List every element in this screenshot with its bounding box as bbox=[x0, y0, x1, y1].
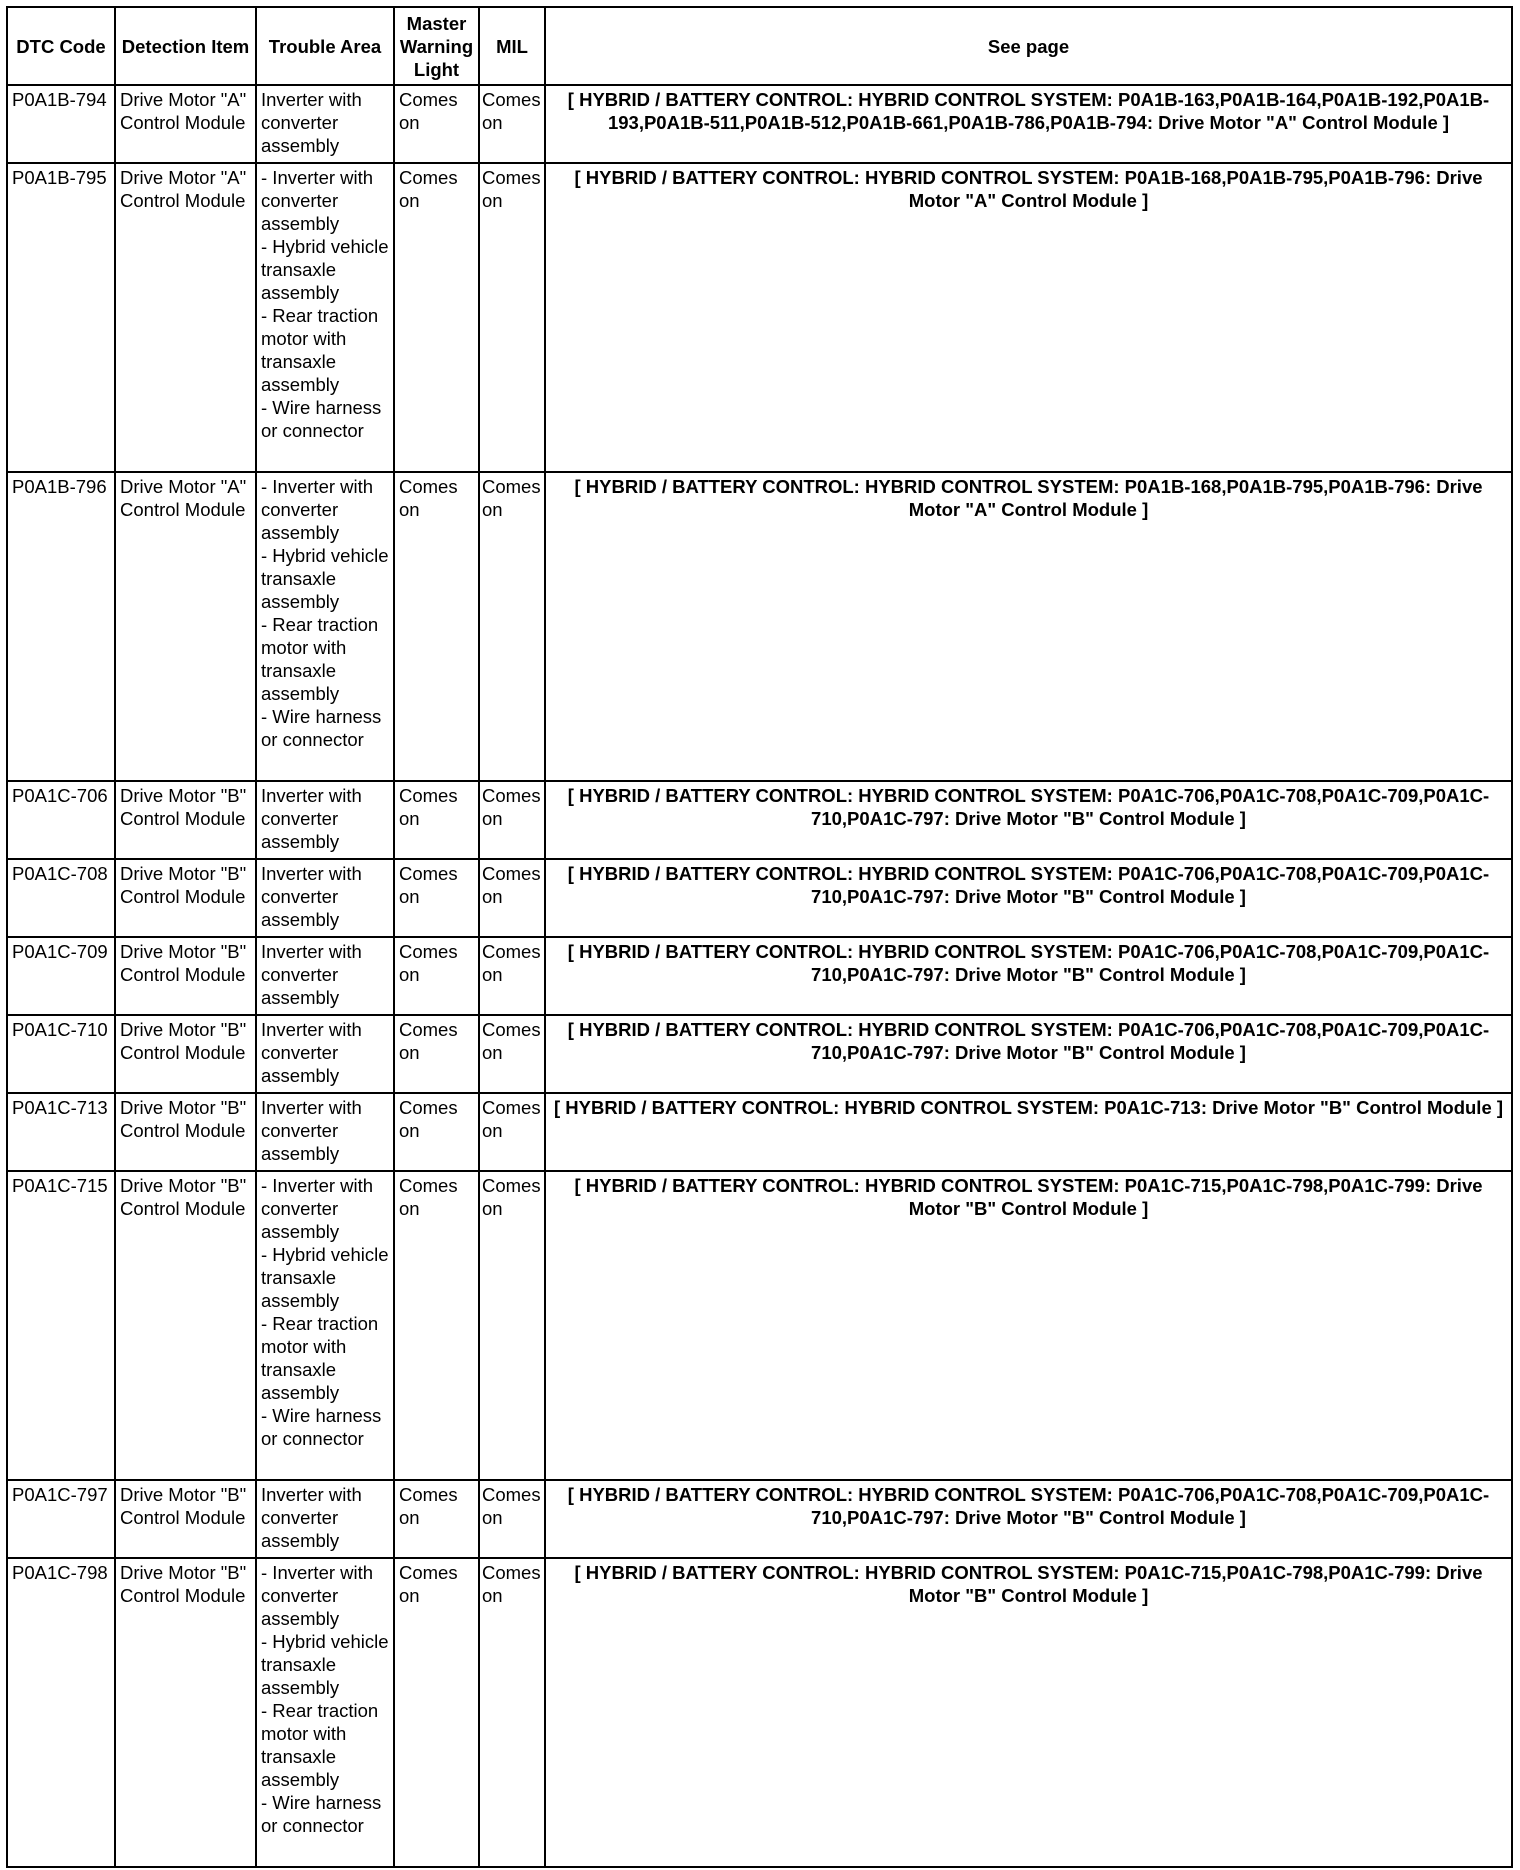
mil-cell: Comes on bbox=[479, 1480, 545, 1558]
see-page-link[interactable]: [ HYBRID / BATTERY CONTROL: HYBRID CONTROL SYSTEM: P0A1C-706,P0A1C-708,P0A1C-709,P0A1C-710,P0A1C-797: Drive Motor "B" Control Module ] bbox=[545, 781, 1512, 859]
detection-item-cell: Drive Motor "B" Control Module bbox=[115, 1480, 256, 1558]
detection-item-cell: Drive Motor "B" Control Module bbox=[115, 937, 256, 1015]
master-warning-light-cell: Comes on bbox=[394, 859, 479, 937]
see-page-link[interactable]: [ HYBRID / BATTERY CONTROL: HYBRID CONTROL SYSTEM: P0A1C-715,P0A1C-798,P0A1C-799: Drive Motor "B" Control Module ] bbox=[545, 1171, 1512, 1480]
trouble-area-cell: Inverter with converter assembly bbox=[256, 937, 394, 1015]
trouble-area-cell: Inverter with converter assembly bbox=[256, 781, 394, 859]
detection-item-cell: Drive Motor "A" Control Module bbox=[115, 472, 256, 781]
master-warning-light-cell: Comes on bbox=[394, 1093, 479, 1171]
see-page-link[interactable]: [ HYBRID / BATTERY CONTROL: HYBRID CONTROL SYSTEM: P0A1B-168,P0A1B-795,P0A1B-796: Drive Motor "A" Control Module ] bbox=[545, 472, 1512, 781]
table-row bbox=[7, 85, 1512, 163]
master-warning-light-cell: Comes on bbox=[394, 1171, 479, 1480]
mil-cell: Comes on bbox=[479, 472, 545, 781]
see-page-link[interactable]: [ HYBRID / BATTERY CONTROL: HYBRID CONTROL SYSTEM: P0A1B-163,P0A1B-164,P0A1B-192,P0A1B-193,P0A1B-511,P0A1B-512,P0A1B-661,P0A1B-786,P0A1B-794: Drive Motor "A" Control Module ] bbox=[545, 85, 1512, 163]
header-master-warning-light: Master Warning Light bbox=[394, 7, 479, 85]
header-see-page: See page bbox=[545, 7, 1512, 85]
dtc-code-cell: P0A1B-795 bbox=[7, 163, 115, 472]
mil-cell: Comes on bbox=[479, 859, 545, 937]
detection-item-cell: Drive Motor "A" Control Module bbox=[115, 163, 256, 472]
table-row bbox=[7, 1558, 1512, 1867]
dtc-code-cell: P0A1B-794 bbox=[7, 85, 115, 163]
master-warning-light-cell: Comes on bbox=[394, 781, 479, 859]
dtc-code-cell: P0A1C-713 bbox=[7, 1093, 115, 1171]
table-row bbox=[7, 937, 1512, 1015]
see-page-link[interactable]: [ HYBRID / BATTERY CONTROL: HYBRID CONTROL SYSTEM: P0A1C-706,P0A1C-708,P0A1C-709,P0A1C-710,P0A1C-797: Drive Motor "B" Control Module ] bbox=[545, 859, 1512, 937]
table-row bbox=[7, 1093, 1512, 1171]
dtc-code-cell: P0A1C-708 bbox=[7, 859, 115, 937]
table-header-row bbox=[7, 7, 1512, 85]
master-warning-light-cell: Comes on bbox=[394, 1015, 479, 1093]
trouble-area-cell: - Inverter with converter assembly - Hybrid vehicle transaxle assembly - Rear traction motor with transaxle assembly - Wire harness or connector bbox=[256, 1558, 394, 1867]
see-page-link[interactable]: [ HYBRID / BATTERY CONTROL: HYBRID CONTROL SYSTEM: P0A1C-713: Drive Motor "B" Control Module ] bbox=[545, 1093, 1512, 1171]
table-row bbox=[7, 1015, 1512, 1093]
table-row bbox=[7, 781, 1512, 859]
master-warning-light-cell: Comes on bbox=[394, 937, 479, 1015]
master-warning-light-cell: Comes on bbox=[394, 472, 479, 781]
master-warning-light-cell: Comes on bbox=[394, 1558, 479, 1867]
trouble-area-cell: Inverter with converter assembly bbox=[256, 1480, 394, 1558]
trouble-area-cell: Inverter with converter assembly bbox=[256, 859, 394, 937]
trouble-area-cell: - Inverter with converter assembly - Hybrid vehicle transaxle assembly - Rear traction motor with transaxle assembly - Wire harness or connector bbox=[256, 1171, 394, 1480]
mil-cell: Comes on bbox=[479, 781, 545, 859]
trouble-area-cell: - Inverter with converter assembly - Hybrid vehicle transaxle assembly - Rear traction motor with transaxle assembly - Wire harness or connector bbox=[256, 163, 394, 472]
dtc-code-cell: P0A1C-715 bbox=[7, 1171, 115, 1480]
see-page-link[interactable]: [ HYBRID / BATTERY CONTROL: HYBRID CONTROL SYSTEM: P0A1C-706,P0A1C-708,P0A1C-709,P0A1C-710,P0A1C-797: Drive Motor "B" Control Module ] bbox=[545, 1015, 1512, 1093]
detection-item-cell: Drive Motor "B" Control Module bbox=[115, 859, 256, 937]
mil-cell: Comes on bbox=[479, 1015, 545, 1093]
detection-item-cell: Drive Motor "B" Control Module bbox=[115, 1015, 256, 1093]
table-row bbox=[7, 163, 1512, 472]
table-row bbox=[7, 859, 1512, 937]
table-row bbox=[7, 472, 1512, 781]
detection-item-cell: Drive Motor "B" Control Module bbox=[115, 1093, 256, 1171]
mil-cell: Comes on bbox=[479, 1558, 545, 1867]
dtc-code-cell: P0A1C-710 bbox=[7, 1015, 115, 1093]
header-dtc-code: DTC Code bbox=[7, 7, 115, 85]
mil-cell: Comes on bbox=[479, 85, 545, 163]
dtc-table bbox=[6, 6, 1513, 1868]
header-trouble-area: Trouble Area bbox=[256, 7, 394, 85]
see-page-link[interactable]: [ HYBRID / BATTERY CONTROL: HYBRID CONTROL SYSTEM: P0A1C-715,P0A1C-798,P0A1C-799: Drive Motor "B" Control Module ] bbox=[545, 1558, 1512, 1867]
mil-cell: Comes on bbox=[479, 1093, 545, 1171]
header-detection-item: Detection Item bbox=[115, 7, 256, 85]
detection-item-cell: Drive Motor "B" Control Module bbox=[115, 1558, 256, 1867]
trouble-area-cell: Inverter with converter assembly bbox=[256, 1015, 394, 1093]
mil-cell: Comes on bbox=[479, 163, 545, 472]
trouble-area-cell: Inverter with converter assembly bbox=[256, 85, 394, 163]
dtc-code-cell: P0A1B-796 bbox=[7, 472, 115, 781]
detection-item-cell: Drive Motor "B" Control Module bbox=[115, 781, 256, 859]
master-warning-light-cell: Comes on bbox=[394, 1480, 479, 1558]
header-mil: MIL bbox=[479, 7, 545, 85]
see-page-link[interactable]: [ HYBRID / BATTERY CONTROL: HYBRID CONTROL SYSTEM: P0A1C-706,P0A1C-708,P0A1C-709,P0A1C-710,P0A1C-797: Drive Motor "B" Control Module ] bbox=[545, 937, 1512, 1015]
trouble-area-cell: - Inverter with converter assembly - Hybrid vehicle transaxle assembly - Rear traction motor with transaxle assembly - Wire harness or connector bbox=[256, 472, 394, 781]
detection-item-cell: Drive Motor "B" Control Module bbox=[115, 1171, 256, 1480]
dtc-code-cell: P0A1C-797 bbox=[7, 1480, 115, 1558]
mil-cell: Comes on bbox=[479, 937, 545, 1015]
mil-cell: Comes on bbox=[479, 1171, 545, 1480]
dtc-code-cell: P0A1C-706 bbox=[7, 781, 115, 859]
see-page-link[interactable]: [ HYBRID / BATTERY CONTROL: HYBRID CONTROL SYSTEM: P0A1C-706,P0A1C-708,P0A1C-709,P0A1C-710,P0A1C-797: Drive Motor "B" Control Module ] bbox=[545, 1480, 1512, 1558]
dtc-code-cell: P0A1C-709 bbox=[7, 937, 115, 1015]
trouble-area-cell: Inverter with converter assembly bbox=[256, 1093, 394, 1171]
see-page-link[interactable]: [ HYBRID / BATTERY CONTROL: HYBRID CONTROL SYSTEM: P0A1B-168,P0A1B-795,P0A1B-796: Drive Motor "A" Control Module ] bbox=[545, 163, 1512, 472]
table-row bbox=[7, 1480, 1512, 1558]
dtc-code-cell: P0A1C-798 bbox=[7, 1558, 115, 1867]
master-warning-light-cell: Comes on bbox=[394, 85, 479, 163]
table-row bbox=[7, 1171, 1512, 1480]
master-warning-light-cell: Comes on bbox=[394, 163, 479, 472]
detection-item-cell: Drive Motor "A" Control Module bbox=[115, 85, 256, 163]
